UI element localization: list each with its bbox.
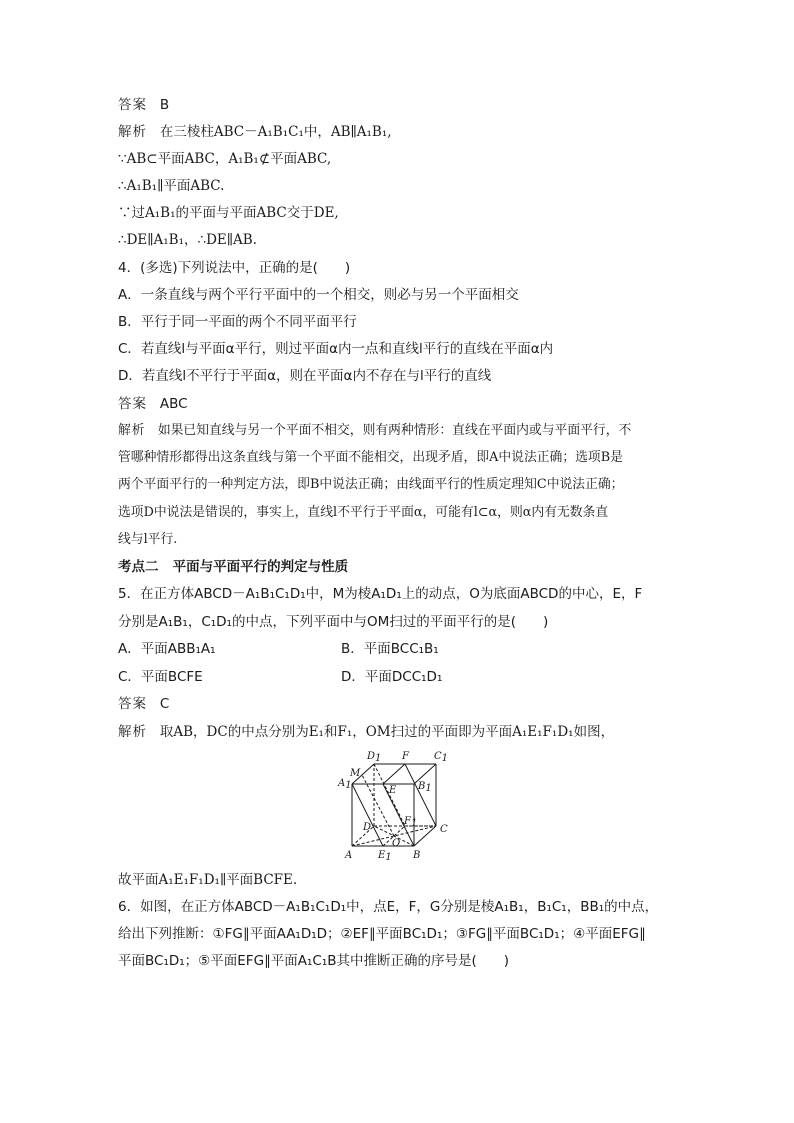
q5-option-b: B．平面BCC₁B₁: [341, 641, 439, 657]
answer-label: 答案: [118, 396, 147, 412]
q3-analysis-line-4: ∵过A₁B₁的平面与平面ABC交于DE,: [118, 205, 339, 221]
q6-line-3: 平面BC₁D₁；⑤平面EFG∥平面A₁C₁B其中推断正确的序号是( ): [118, 953, 510, 969]
analysis-text: 如果已知直线与另一个平面不相交，则有两种情形：直线在平面内或与平面平行，不: [157, 423, 632, 438]
q5-option-a: A．平面ABB₁A₁: [118, 641, 216, 657]
label-b1: B1: [418, 781, 432, 794]
q5-stem-line-2: 分别是A₁B₁，C₁D₁的中点，下列平面中与OM扫过的平面平行的是( ): [118, 614, 549, 630]
label-d1: D1: [367, 751, 382, 764]
q3-answer: [118, 95, 169, 115]
q3-analysis-line-2: ∵AB⊂平面ABC，A₁B₁⊄平面ABC,: [118, 151, 332, 167]
label-e1: E1: [378, 850, 392, 863]
q4-answer: [118, 394, 188, 414]
analysis-label: 解析: [118, 724, 147, 740]
label-d: D: [363, 822, 372, 833]
label-a: A: [345, 850, 353, 861]
answer-label: 答案: [118, 696, 147, 712]
q3-analysis-line-1: [118, 122, 392, 142]
label-f1: F1: [404, 816, 418, 829]
q3-analysis-line-3: ∴A₁B₁∥平面ABC.: [118, 178, 225, 194]
section-label: 考点二: [118, 559, 159, 575]
q3-analysis-line-5: ∴DE∥A₁B₁，∴DE∥AB.: [118, 232, 257, 248]
label-b: B: [413, 850, 421, 861]
q4-analysis-line-1: [118, 421, 631, 441]
label-e: E: [389, 785, 397, 796]
q4-option-d: D．若直线l不平行于平面α，则在平面α内不存在与l平行的直线: [118, 368, 492, 384]
label-o: O: [392, 838, 401, 849]
edge-bc: [414, 826, 436, 846]
q4-option-c: C．若直线l与平面α平行，则过平面α内一点和直线l平行的直线在平面α内: [118, 341, 554, 357]
q4-analysis-line-2: 管哪种情形都得出这条直线与第一个平面不能相交，出现矛盾，即A中说法正确；选项B是: [118, 450, 623, 465]
cube-figure: [330, 748, 460, 864]
label-m: M: [350, 768, 361, 779]
analysis-label: 解析: [118, 124, 147, 140]
q4-analysis-line-4: 选项D中说法是错误的，事实上，直线l不平行于平面α，可能有l⊂α，则α内有无数条直: [118, 505, 609, 520]
q4-option-b: B．平行于同一平面的两个不同平面平行: [118, 314, 357, 330]
label-c1: C1: [434, 751, 449, 764]
answer-value: C: [159, 696, 170, 712]
q5-stem-line-1: 5．在正方体ABCD－A₁B₁C₁D₁中，M为棱A₁D₁上的动点，O为底面ABCD的中心，E，F: [118, 586, 643, 602]
q5-analysis-line: [118, 722, 614, 742]
answer-value: ABC: [159, 396, 188, 412]
q6-line-2: 给出下列推断：①FG∥平面AA₁D₁D；②EF∥平面BC₁D₁；③FG∥平面BC₁D₁；④平面EFG∥: [118, 926, 646, 942]
analysis-label: 解析: [118, 423, 146, 438]
edge-ec: [383, 784, 414, 846]
q5-conclusion: 故平面A₁E₁F₁D₁∥平面BCFE.: [118, 872, 298, 888]
edge-ef: [383, 764, 405, 784]
edge-a1e1: [352, 784, 383, 846]
q5-option-d: D．平面DCC₁D₁: [341, 669, 443, 685]
q4-option-a: A．一条直线与两个平行平面中的一个相交，则必与另一个平面相交: [118, 287, 519, 303]
q4-analysis-line-3: 两个平面平行的一种判定方法，即B中说法正确；由线面平行的性质定理知C中说法正确；: [118, 477, 624, 492]
section-heading: [118, 557, 348, 577]
analysis-text: 在三棱柱ABC－A₁B₁C₁中，AB∥A₁B₁,: [159, 124, 392, 140]
q6-line-1: 6．如图，在正方体ABCD－A₁B₁C₁D₁中，点E，F，G分别是棱A₁B₁，B₁C₁，BB₁的中点，: [118, 899, 659, 915]
label-c: C: [440, 824, 448, 835]
answer-label: 答案: [118, 97, 147, 113]
q5-answer: [118, 694, 169, 714]
section-title: 平面与平面平行的判定与性质: [172, 559, 349, 575]
q4-analysis-line-5: 线与l平行.: [118, 532, 178, 547]
q5-option-c: C．平面BCFE: [118, 669, 203, 685]
q4-stem: 4．(多选)下列说法中，正确的是( ): [118, 260, 351, 276]
label-a1: A1: [338, 778, 352, 791]
label-f: F: [402, 751, 409, 762]
analysis-text: 取AB，DC的中点分别为E₁和F₁，OM扫过的平面即为平面A₁E₁F₁D₁如图，: [159, 724, 615, 740]
answer-value: B: [159, 97, 170, 113]
